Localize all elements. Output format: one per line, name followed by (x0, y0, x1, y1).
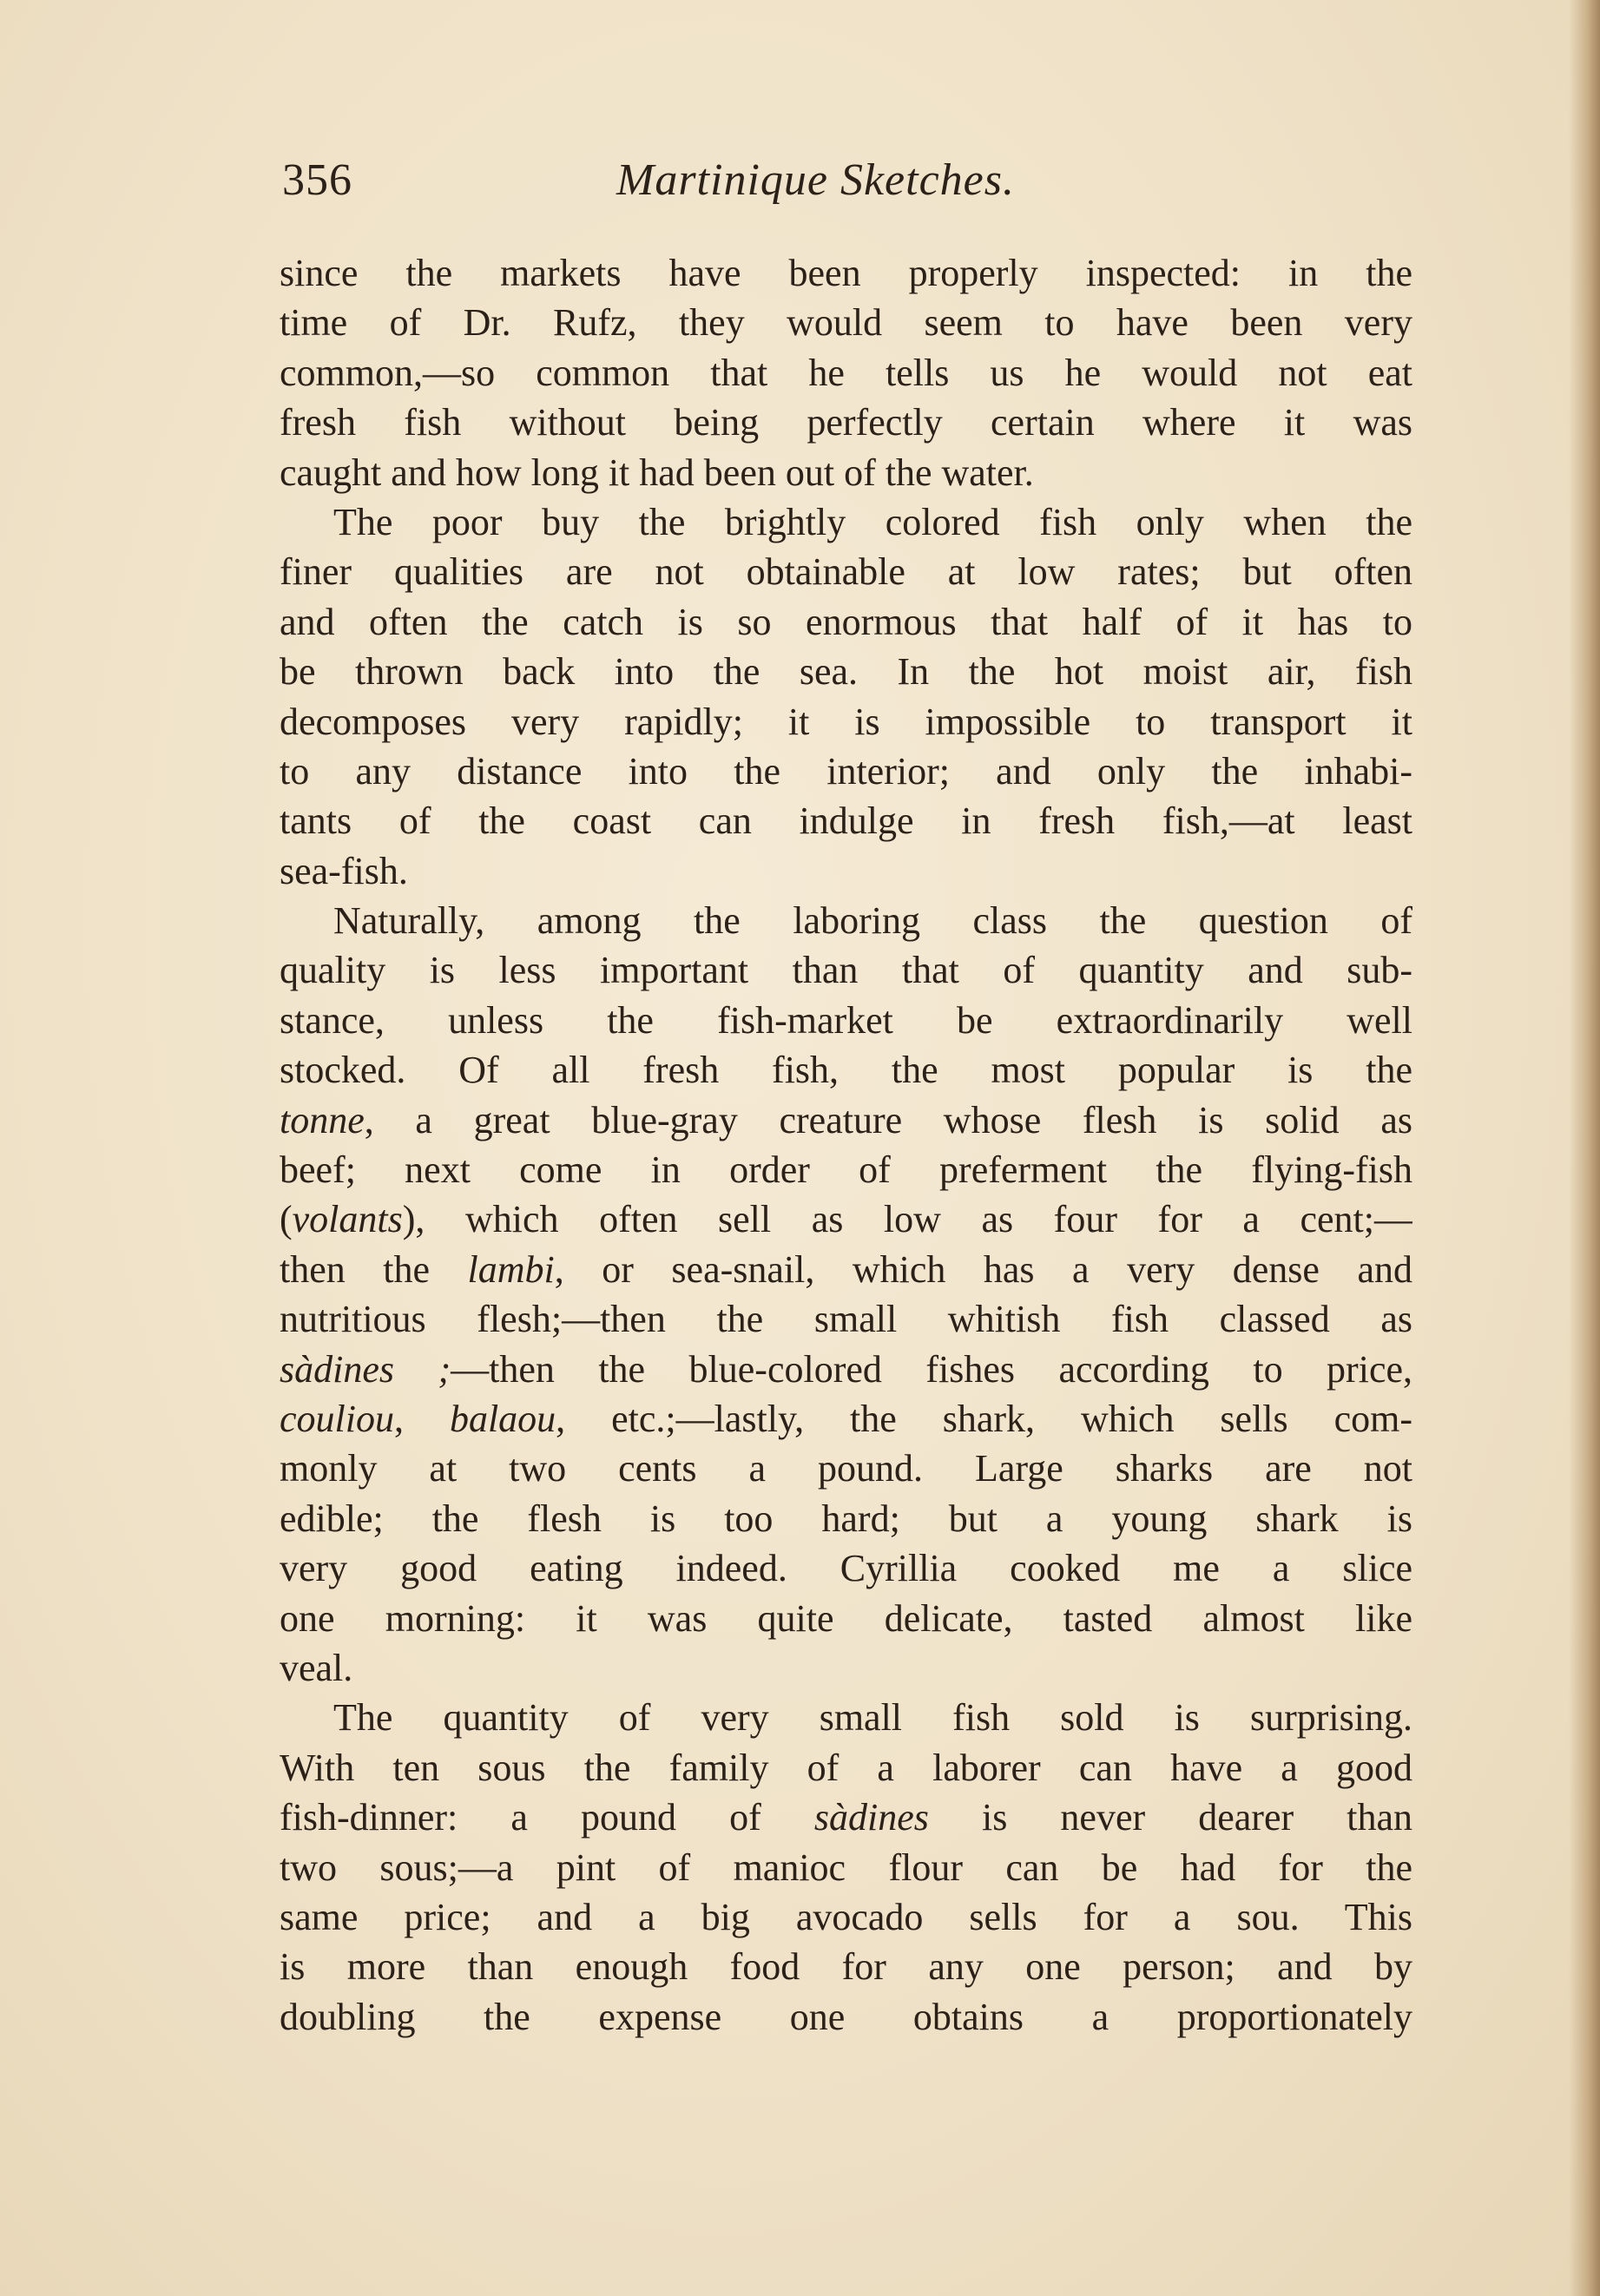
text-line (280, 1095, 1412, 1145)
text-run: ( (280, 1198, 293, 1241)
text-line: time of Dr. Rufz, they would seem to have been very (280, 301, 1412, 345)
text-line: sea-fish. (280, 849, 408, 892)
italic-term: sàdines (813, 1796, 929, 1839)
text-line: to any distance into the interior; and only the inhabi- (280, 749, 1412, 793)
text-line: two sous;—a pint of manioc flour can be had for the (280, 1845, 1412, 1889)
text-line: stocked. Of all fresh fish, the most popular is the (280, 1049, 1412, 1092)
text-line: very good eating indeed. Cyrillia cooked me a slice (280, 1547, 1412, 1590)
text-run: , (393, 1397, 450, 1440)
text-line: quality is less important than that of quantity and sub- (280, 949, 1412, 992)
text-line: monly at two cents a pound. Large sharks are not (280, 1447, 1412, 1490)
italic-term: lambi (467, 1247, 555, 1291)
italic-term: sàdines ; (280, 1347, 451, 1391)
text-line: fresh fish without being perfectly certain where it was (280, 401, 1412, 444)
text-line: With ten sous the family of a laborer can have a good (280, 1746, 1412, 1789)
text-line: is more than enough food for any one person; and by (280, 1945, 1412, 1989)
text-line (280, 1345, 1412, 1394)
text-line: beef; next come in order of preferment the flying-fish (280, 1148, 1412, 1192)
text-line: be thrown back into the sea. In the hot moist air, fish (280, 650, 1412, 694)
italic-term: balaou (449, 1397, 556, 1440)
text-run: , etc.;—lastly, the shark, which sells com- (556, 1397, 1412, 1440)
text-line: finer qualities are not obtainable at low rates; but often (280, 550, 1412, 594)
text-line: The quantity of very small fish sold is surprising. (333, 1696, 1412, 1740)
text-line: common,—so common that he tells us he would not eat (280, 351, 1412, 394)
text-line: nutritious flesh;—then the small whitish fish classed as (280, 1298, 1412, 1341)
text-line: tants of the coast can indulge in fresh fish,—at least (280, 799, 1412, 843)
body-text (280, 248, 1412, 2042)
italic-term: volants (292, 1198, 403, 1241)
text-run: , a great blue-gray creature whose flesh is solid as (364, 1098, 1412, 1141)
text-line (280, 1245, 1412, 1294)
text-run: then the (280, 1247, 468, 1291)
text-run: ), which often sell as low as four for a cent;— (402, 1198, 1412, 1241)
text-line (280, 1394, 1412, 1444)
text-line: edible; the flesh is too hard; but a young shark is (280, 1497, 1412, 1540)
running-title: Martinique Sketches. (616, 155, 1015, 205)
text-run: —then the blue-colored fishes according to price, (451, 1347, 1412, 1391)
text-line: decomposes very rapidly; it is impossible to transport it (280, 700, 1412, 743)
italic-term: tonne (280, 1098, 365, 1141)
page-number: 356 (282, 155, 352, 205)
page-edge-shadow (1569, 0, 1600, 2296)
text-line: one morning: it was quite delicate, tasted almost like (280, 1596, 1412, 1640)
text-line: since the markets have been properly inspected: in the (280, 252, 1412, 294)
text-line (280, 1194, 1412, 1244)
text-line: and often the catch is so enormous that half of it has to (280, 600, 1412, 643)
italic-term: couliou (280, 1397, 394, 1440)
text-line (280, 1793, 1412, 1842)
text-run: is never dearer than (928, 1796, 1412, 1839)
text-line: stance, unless the fish-market be extraordinarily well (280, 998, 1412, 1042)
running-header (282, 155, 1411, 224)
text-line: veal. (280, 1646, 353, 1689)
text-line: same price; and a big avocado sells for a sou. This (280, 1895, 1412, 1938)
text-line: The poor buy the brightly colored fish only when the (333, 500, 1412, 543)
text-run: fish-dinner: a pound of (280, 1796, 814, 1839)
text-line: doubling the expense one obtains a proportionately (280, 1995, 1412, 2038)
text-run: , or sea-snail, which has a very dense and (554, 1247, 1412, 1291)
text-line: Naturally, among the laboring class the question of (333, 899, 1412, 943)
text-line: caught and how long it had been out of the water. (280, 451, 1034, 494)
